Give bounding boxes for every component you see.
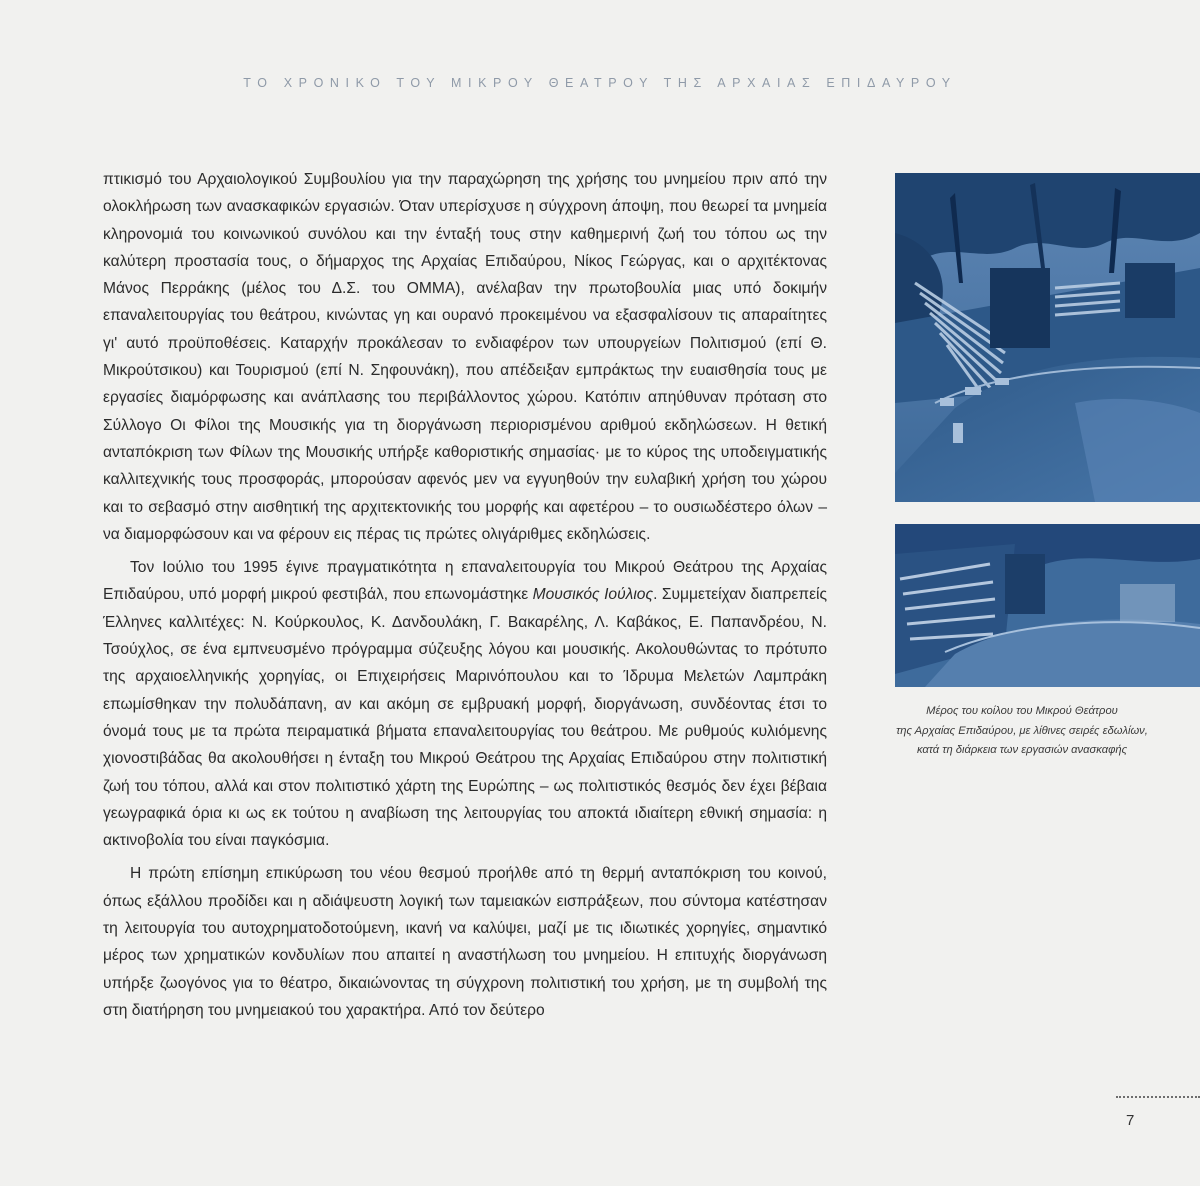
theatre-photo-bottom bbox=[895, 524, 1200, 687]
figure-caption bbox=[872, 702, 1172, 761]
main-text bbox=[103, 166, 827, 1024]
caption-line: της Αρχαίας Επιδαύρου, με λίθινες σειρές εδωλίων, bbox=[896, 724, 1148, 737]
paragraph-2 bbox=[103, 554, 827, 854]
paragraph-2-text-end: . Συμμετείχαν διαπρεπείς Έλληνες καλλιτέχες: Ν. Κούρκουλος, Κ. Δανδουλάκη, Γ. Βακαρέλης, Λ. Καβάκος, Ε. Παπανδρέου, Ν. Τσούχλος, σε ένα εμπνευσμένο πρόγραμμα σύζευξης λόγου και μουσικής. Ακολουθώντας το πρότυπο της αρχαιοελληνικής χορηγίας, οι Επιχειρήσεις Μαρινόπουλου και το Ίδρυμα Μελετών Λαμπράκη επωμίσθηκαν την πολυδάπανη, αν και ακόμη σε εμβρυακή μορφή, διοργάνωση, συνδέοντας έτσι το όνομά τους με τα πρώτα πειραματικά βήματα επαναλειτουργίας του θεάτρου. Με ρυθμούς κυλιόμενης χιονοστιβάδας θα ακολουθήσει η ένταξη του Μικρού Θεάτρου της Αρχαίας Επιδαύρου στην πολιτιστική ζωή του τόπου, αλλά και στον πολιτιστικό χάρτη της Ευρώπης – ως πολιτιστικός θεσμός δεν έχει βέβαια γεωγραφικά όρια κι ως εκ τούτου η αναβίωση της λειτουργίας του αποκτά ιδιαίτερη εθνική σημασία: η ακτινοβολία του είναι παγκόσμια. bbox=[103, 586, 828, 850]
footer-dotted-rule bbox=[1116, 1096, 1200, 1098]
paragraph-2-text-start: Τον Ιούλιο του 1995 έγινε πραγματικότητα η επαναλειτουργία του Μικρού Θεάτρου της Αρχαίας Επιδαύρου, υπό μορφή μικρού φεστιβάλ, που επωνομάστηκε bbox=[103, 559, 827, 604]
paragraph-3: Η πρώτη επίσημη επικύρωση του νέου θεσμού προήλθε από τη θερμή ανταπόκριση του κοινού, όπως εξάλλου προδίδει και η αδιάψευστη λογική των ταμειακών εισπράξεων, που σύντομα κατέστησαν τη λειτουργία του αυτοχρηματοδοτούμενη, ικανή να καλύψει, μαζί με τις ιδιωτικές χορηγίες, σημαντικό μέρος των χρηματικών κονδυλίων που απαιτεί η αναστήλωση του μνημείου. Η επιτυχής διοργάνωση υπήρξε ζωογόνος για το θέατρο, δικαιώνοντας τη σύγχρονη πολιτιστική του χρήση, με τη συμβολή της στη διατήρηση του μνημειακού του χαρακτήρα. Από τον δεύτερο bbox=[103, 865, 827, 1019]
caption-line: κατά τη διάρκεια των εργασιών ανασκαφής bbox=[916, 744, 1128, 756]
caption-line: Μέρος του κοίλου του Μικρού Θεάτρου bbox=[926, 705, 1118, 717]
paragraph-1: πτικισμό του Αρχαιολογικού Συμβουλίου για την παραχώρηση της χρήσης του μνημείου πριν από την ολοκλήρωση των ανασκαφικών εργασιών. Όταν υπερίσχυσε η σύγχρονη άποψη, που θεωρεί τα μνημεία κληρονομιά του κοινωνικού συνόλου και την ένταξή τους στην καθημερινή ζωή του τόπου ως την καλύτερη προστασία τους, ο δήμαρχος της Αρχαίας Επιδαύρου, Νίκος Γεώργας, και ο αρχιτέκτονας Μάνος Περράκης (μέλος του Δ.Σ. του ΟΜΜΑ), ανέλαβαν την πρωτοβουλία μιας υπό δοκιμήν επαναλειτουργίας του θεάτρου, κινώντας γη και ουρανό προκειμένου να εξασφαλίσουν τις απαραίτητες γι' αυτό προϋποθέσεις. Καταρχήν προκάλεσαν το ενδιαφέρον των υπουργείων Πολιτισμού (επί Θ. Μικρούτσικου) και Τουρισμού (επί Ν. Σηφουνάκη), που απέδειξαν εμπράκτως την ευαισθησία τους με εργασίες διαμόρφωσης και ανάπλασης του περιβάλλοντος χώρου. Κατόπιν απηύθυναν πρόταση στο Σύλλογο Οι Φίλοι της Μουσικής για τη διοργάνωση περιορισμένου αριθμού εκδηλώσεων. Η θετική ανταπόκριση των Φίλων της Μουσικής υπήρξε καθοριστικής σημασίας· με το κύρος της υποδειγματικής καλλιτεχνικής τους προσφοράς, μπορούσαν αφενός μεν να εγγυηθούν την ευλαβική χρήση του χώρου και το σεβασμό στην αισθητική της αρχιτεκτονικής του μορφής και αφετέρου – το ουσιωδέστερο όλων – να διαμορφώσουν και να φέρουν εις πέρας τις πρώτες ολιγάριθμες εκδηλώσεις. bbox=[103, 171, 827, 543]
page-number: 7 bbox=[1126, 1112, 1135, 1129]
running-header: ΤΟ ΧΡΟΝΙΚΟ ΤΟΥ ΜΙΚΡΟΥ ΘΕΑΤΡΟΥ ΤΗΣ ΑΡΧΑΙΑΣ ΕΠΙΔΑΥΡΟΥ bbox=[243, 76, 957, 90]
festival-name: Μουσικός Ιούλιος bbox=[532, 586, 654, 604]
theatre-photo-top bbox=[895, 173, 1200, 502]
